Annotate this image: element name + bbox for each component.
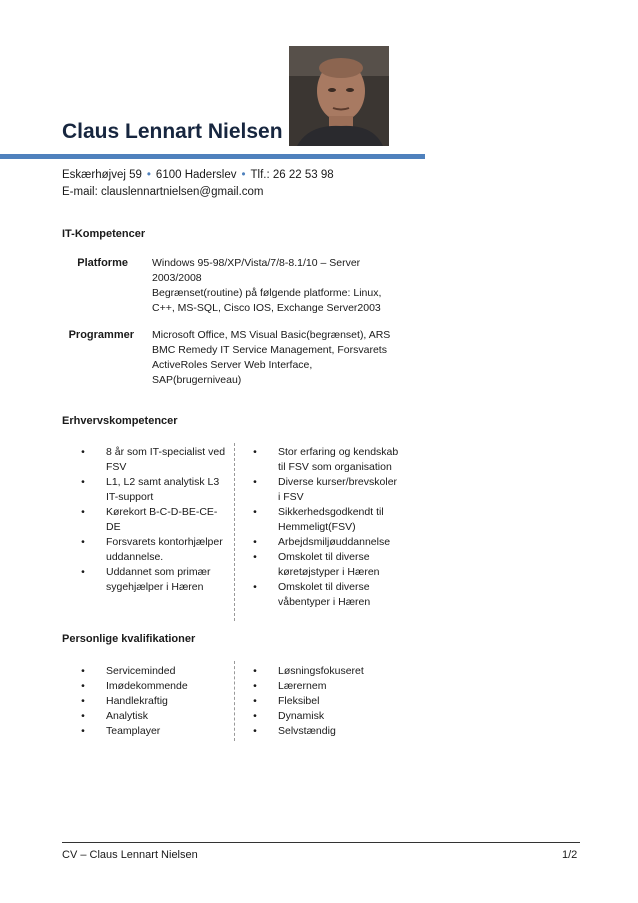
- bullet-icon: •: [253, 680, 257, 692]
- list-item: • Serviceminded: [78, 664, 238, 679]
- bullet-icon: •: [253, 725, 257, 737]
- applicant-name: Claus Lennart Nielsen: [62, 120, 283, 143]
- phone: Tlf.: 26 22 53 98: [250, 169, 334, 181]
- erhverv-list-left: [78, 445, 238, 595]
- platform-line: 2003/2008: [152, 272, 202, 284]
- section-title-erhverv: Erhvervskompetencer: [62, 415, 178, 427]
- portrait-image: [289, 46, 389, 146]
- programs-line: SAP(brugerniveau): [152, 374, 242, 386]
- list-item: • Uddannet som primær sygehjælper i Hæren: [78, 565, 238, 595]
- programs-value: [152, 328, 414, 388]
- programs-label: Programmer: [68, 329, 134, 341]
- programs-line: BMC Remedy IT Service Management, Forsvarets: [152, 344, 387, 356]
- contact-block: [62, 167, 334, 201]
- footer-rule: [62, 842, 580, 843]
- bullet-icon: •: [81, 695, 85, 707]
- bullet-icon: •: [253, 476, 257, 488]
- list-item: • Selvstændig: [250, 724, 420, 739]
- list-item: • 8 år som IT-specialist ved FSV: [78, 445, 238, 475]
- list-item: • Teamplayer: [78, 724, 238, 739]
- bullet-icon: •: [81, 506, 85, 518]
- street-address: Eskærhøjvej 59: [62, 169, 142, 181]
- erhverv-list-right: [250, 445, 420, 610]
- list-item: • Sikkerhedsgodkendt til Hemmeligt(FSV): [250, 505, 420, 535]
- separator-bullet: •: [146, 169, 151, 181]
- bullet-icon: •: [253, 665, 257, 677]
- bullet-icon: •: [253, 581, 257, 593]
- platform-label: Platforme: [77, 257, 128, 269]
- profile-photo: [289, 46, 389, 146]
- bullet-icon: •: [253, 506, 257, 518]
- bullet-icon: •: [81, 665, 85, 677]
- programs-line: ActiveRoles Server Web Interface,: [152, 359, 313, 371]
- bullet-icon: •: [81, 566, 85, 578]
- bullet-icon: •: [81, 446, 85, 458]
- footer-title: CV – Claus Lennart Nielsen: [62, 849, 198, 861]
- personlige-list-right: [250, 664, 420, 739]
- bullet-icon: •: [81, 710, 85, 722]
- bullet-icon: •: [81, 536, 85, 548]
- list-item: • Omskolet til diverse våbentyper i Hæren: [250, 580, 420, 610]
- list-item: • Arbejdsmiljøuddannelse: [250, 535, 420, 550]
- column-divider: [234, 661, 235, 741]
- list-item: • Forsvarets kontorhjælper uddannelse.: [78, 535, 238, 565]
- list-item: • Lærernem: [250, 679, 420, 694]
- list-item: • Dynamisk: [250, 709, 420, 724]
- bullet-icon: •: [253, 446, 257, 458]
- bullet-icon: •: [253, 695, 257, 707]
- bullet-icon: •: [81, 680, 85, 692]
- list-item: • Løsningsfokuseret: [250, 664, 420, 679]
- column-divider: [234, 443, 235, 621]
- list-item: • Analytisk: [78, 709, 238, 724]
- programs-line: Microsoft Office, MS Visual Basic(begrænset), ARS: [152, 329, 391, 341]
- list-item: • Imødekommende: [78, 679, 238, 694]
- email: E-mail: clauslennartnielsen@gmail.com: [62, 186, 264, 198]
- personlige-list-left: [78, 664, 238, 739]
- platform-line: C++, MS-SQL, Cisco IOS, Exchange Server2003: [152, 302, 381, 314]
- section-title-personlige: Personlige kvalifikationer: [62, 633, 196, 645]
- list-item: • Omskolet til diverse køretøjstyper i Hæren: [250, 550, 420, 580]
- list-item: • Handlekraftig: [78, 694, 238, 709]
- list-item: • Fleksibel: [250, 694, 420, 709]
- city: 6100 Haderslev: [155, 169, 237, 181]
- platform-line: Begrænset(routine) på følgende platforme: Linux,: [152, 287, 382, 299]
- section-title-it: IT-Kompetencer: [62, 228, 146, 240]
- list-item: • L1, L2 samt analytisk L3 IT-support: [78, 475, 238, 505]
- bullet-icon: •: [253, 551, 257, 563]
- bullet-icon: •: [253, 536, 257, 548]
- header-rule: [0, 154, 425, 159]
- list-item: • Stor erfaring og kendskab til FSV som organisation: [250, 445, 420, 475]
- bullet-icon: •: [81, 476, 85, 488]
- page-number: 1/2: [562, 849, 578, 861]
- platform-value: [152, 256, 414, 316]
- bullet-icon: •: [253, 710, 257, 722]
- address-line: [62, 167, 334, 184]
- platform-line: Windows 95-98/XP/Vista/7/8-8.1/10 – Server: [152, 257, 361, 269]
- list-item: • Diverse kurser/brevskoler i FSV: [250, 475, 420, 505]
- list-item: • Kørekort B-C-D-BE-CE- DE: [78, 505, 238, 535]
- bullet-icon: •: [81, 725, 85, 737]
- separator-bullet: •: [241, 169, 246, 181]
